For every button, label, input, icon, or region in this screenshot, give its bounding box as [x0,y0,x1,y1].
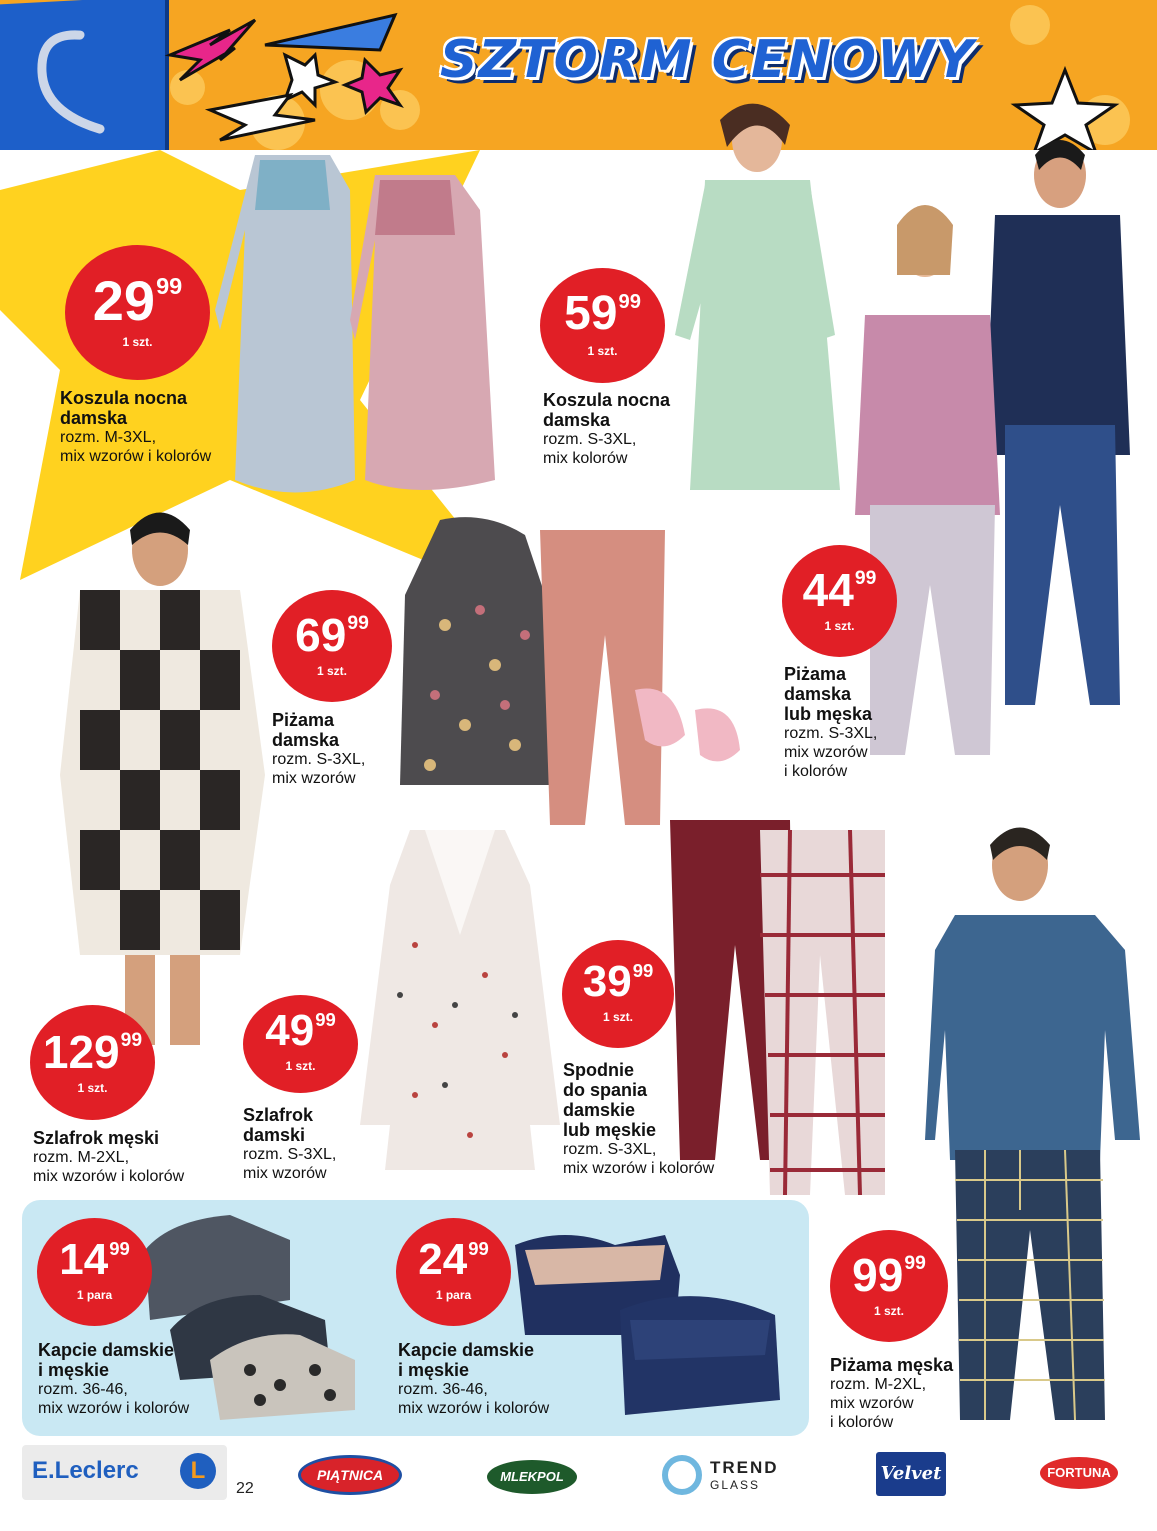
pajama-set-image [385,515,755,840]
piatnica-logo: PIĄTNICA [298,1455,402,1495]
decor-dot [1010,5,1050,45]
product-info: Piżama męska rozm. M-2XL, mix wzorów i kolorów [830,1355,954,1431]
product-info: Spodnie do spania damskie lub męskie rozm. S-3XL, mix wzorów i kolorów [563,1060,715,1177]
product-info: Kapcie damskie i męskie rozm. 36-46, mix wzorów i kolorów [38,1340,190,1417]
product-info: Piżama damska rozm. S-3XL, mix wzorów [272,710,366,787]
product-info: Szlafrok męski rozm. M-2XL, mix wzorów i kolorów [33,1128,185,1185]
leclerc-logo-text: E.Leclerc [32,1457,139,1484]
product-info: Koszula nocna damska rozm. M-3XL, mix wzorów i kolorów [60,388,212,465]
price-badge: $99^{99}$ 1 szt. [830,1230,948,1342]
price-badge: $44^{99}$ 1 szt. [782,545,897,657]
trend-glass-ring-icon [662,1455,702,1495]
price-badge: $129^{99}$ 1 szt. [30,1005,155,1120]
product-info: Koszula nocna damska rozm. S-3XL, mix kolorów [543,390,671,467]
leclerc-logo [22,1445,227,1500]
mlekpol-logo: MLEKPOL [487,1460,577,1494]
price-badge: $49^{99}$ 1 szt. [243,995,358,1093]
couple-pajama-image [845,125,1140,795]
fortuna-logo: FORTUNA [1040,1457,1118,1489]
page-title: SZTORM CENOWY [440,30,975,90]
mens-pajama-image [925,810,1150,1435]
price-badge: $69^{99}$ 1 szt. [272,590,392,702]
product-info: Kapcie damskie i męskie rozm. 36-46, mix wzorów i kolorów [398,1340,550,1417]
product-info: Szlafrok damski rozm. S-3XL, mix wzorów [243,1105,337,1182]
robe-man-image [40,495,270,1055]
decor-shapes-icon [150,0,450,150]
price-badge: $29^{99}$ 1 szt. [65,245,210,380]
price-badge: $24^{99}$ 1 para [396,1218,511,1326]
velvet-logo: Velvet [876,1452,946,1496]
price-badge: $39^{99}$ 1 szt. [562,940,674,1048]
leclerc-l-icon: L [180,1453,216,1489]
page-number: 22 [236,1480,254,1497]
product-info: Piżama damska lub męska rozm. S-3XL, mix wzorów i kolorów [784,664,878,780]
nightgown-model-image [665,85,855,515]
trend-glass-logo: TREND GLASS [710,1458,779,1492]
nightgowns-image [215,150,525,510]
price-badge: $59^{99}$ 1 szt. [540,268,665,383]
price-badge: $14^{99}$ 1 para [37,1218,152,1326]
womens-robe-image [355,825,565,1175]
blue-gift-box [0,0,165,150]
